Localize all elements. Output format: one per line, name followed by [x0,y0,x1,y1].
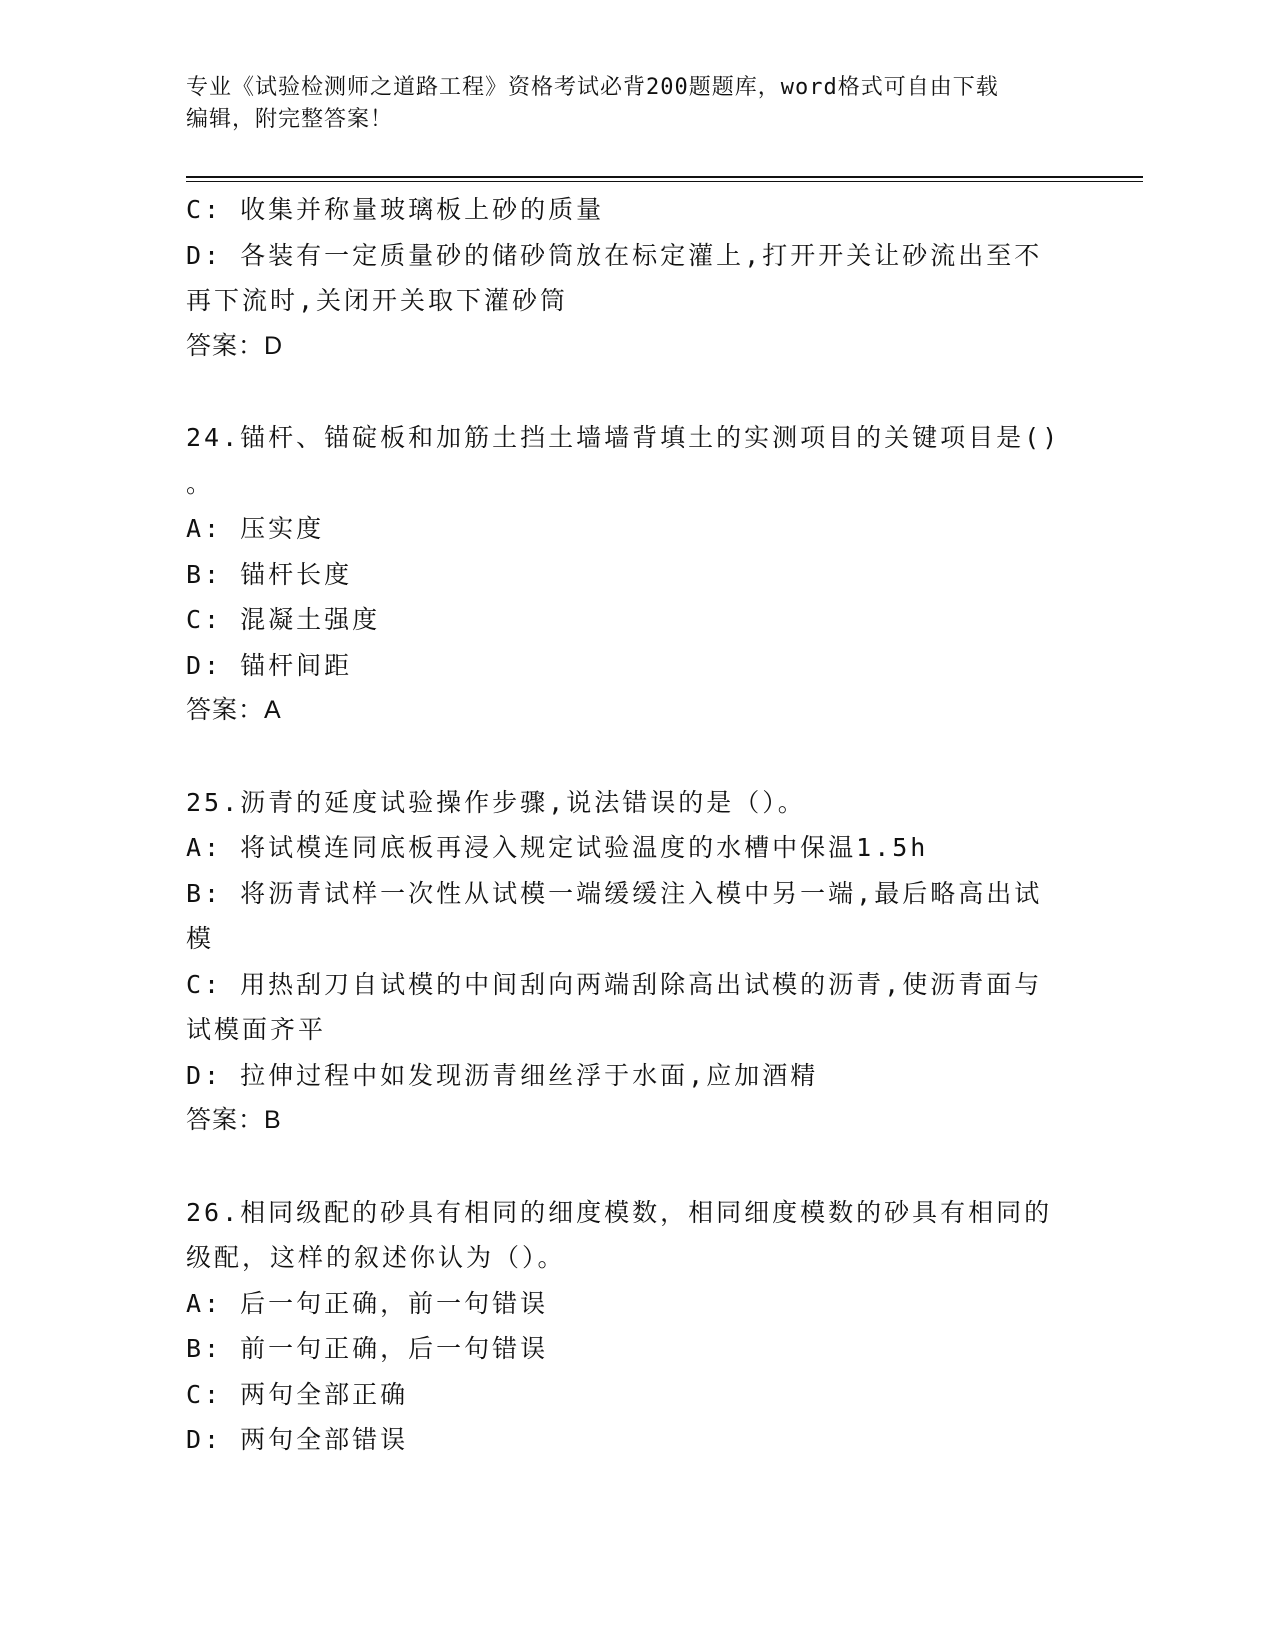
option-a: A: 压实度 [186,514,325,543]
option-b: B: 前一句正确，后一句错误 [186,1334,549,1363]
option-b-line-1: B: 将沥青试样一次性从试模一端缓缓注入模中另一端,最后略高出试 [186,878,1043,908]
page-header [186,72,1086,136]
option-c-line-1: C: 用热刮刀自试模的中间刮向两端刮除高出试模的沥青,使沥青面与 [186,969,1043,999]
header-rule-thick [186,176,1143,178]
option-c-line-2: 试模面齐平 [186,1015,327,1044]
option-b-line-2: 模 [186,924,215,953]
spacer [186,734,1066,780]
header-line-2: 编辑，附完整答案！ [186,107,394,132]
answer: 答案：B [186,1106,282,1134]
option-c: C: 混凝土强度 [186,605,381,634]
question-stem-line-2: 级配，这样的叙述你认为（）。 [186,1243,566,1272]
answer: 答案：A [186,696,282,724]
option-d-line-1: D: 各装有一定质量砂的储砂筒放在标定灌上,打开开关让砂流出至不 [186,240,1043,270]
option-a: A: 后一句正确，前一句错误 [186,1288,549,1318]
question-stem-line-2: 。 [186,468,215,498]
option-c: C: 收集并称量玻璃板上砂的质量 [186,195,605,224]
option-d: D: 拉伸过程中如发现沥青细丝浮于水面,应加酒精 [186,1060,819,1090]
question-26 [186,1190,1066,1463]
spacer [186,369,1066,415]
option-d-line-2: 再下流时,关闭开关取下灌砂筒 [186,286,569,315]
question-24 [186,415,1066,734]
option-c: C: 两句全部正确 [186,1379,409,1409]
answer: 答案：D [186,331,284,360]
question-25 [186,780,1066,1144]
spacer [186,1144,1066,1190]
question-stem-line-1: 26.相同级配的砂具有相同的细度模数，相同细度模数的砂具有相同的 [186,1197,1053,1227]
header-line-1: 专业《试验检测师之道路工程》资格考试必背200题题库，word格式可自由下载 [186,75,999,100]
question-stem-line-1: 24.锚杆、锚碇板和加筋土挡土墙墙背填土的实测项目的关键项目是() [186,423,1061,452]
option-a: A: 将试模连同底板再浸入规定试验温度的水槽中保温1.5h [186,833,929,862]
option-d: D: 锚杆间距 [186,650,353,680]
header-rule-thin [186,181,1143,182]
question-stem: 25.沥青的延度试验操作步骤,说法错误的是（）。 [186,787,806,817]
option-d: D: 两句全部错误 [186,1425,409,1454]
option-b: B: 锚杆长度 [186,559,353,589]
continued-question [186,187,1066,369]
document-body [186,187,1066,1463]
